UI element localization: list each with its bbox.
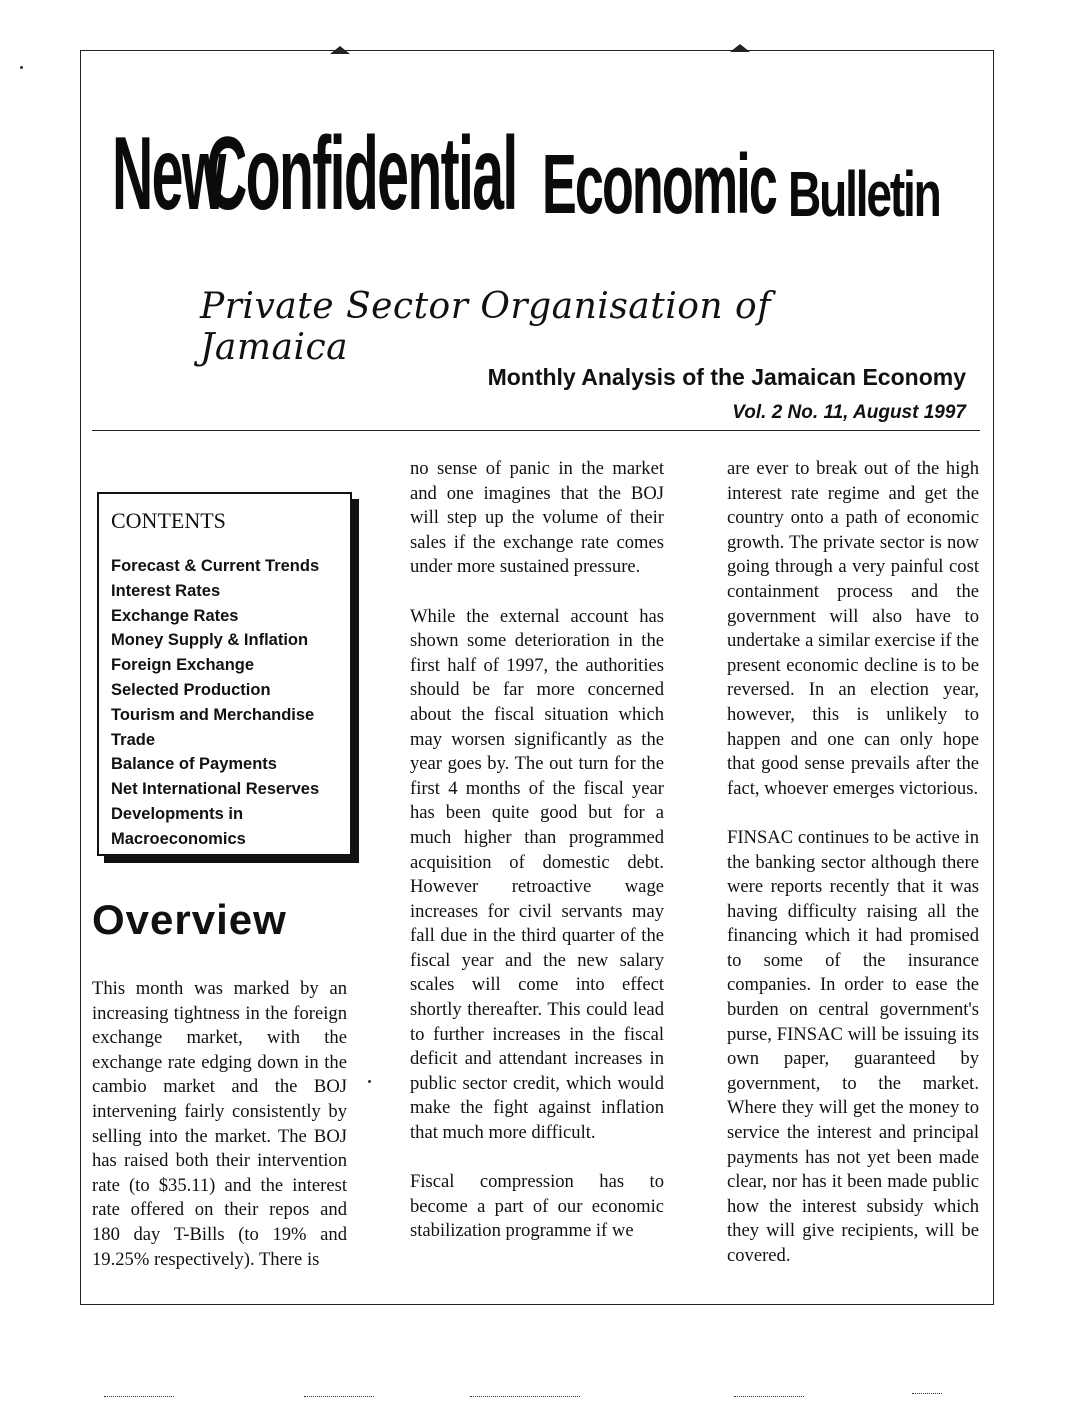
scan-dotted-mark	[304, 1396, 374, 1397]
contents-item: Macroeconomics	[111, 829, 246, 848]
staple-mark-left	[330, 46, 350, 54]
bulletin-subtitle: Monthly Analysis of the Jamaican Economy	[487, 364, 966, 390]
paragraph: no sense of panic in the market and one imagines that the BOJ will step up the volume of their sales if the exchange rate comes under more sustained pressure.	[410, 458, 664, 578]
contents-item: Exchange Rates	[111, 606, 239, 625]
contents-item: Selected Production	[111, 680, 271, 699]
paragraph: This month was marked by an increasing tightness in the foreign exchange market, with the exchange rate edging down in the cambio market and the BOJ intervening fairly consistently by selling into the market. The BOJ has raised both their intervention rate (to $35.11) and the interest rate offered on their repos and 180 day T-Bills (to 19% and 19.25% respectively). There is	[92, 978, 347, 1270]
header-divider	[92, 430, 980, 431]
organisation-name: Private Sector Organisation of Jamaica	[200, 286, 772, 368]
contents-item: Net International Reserves	[111, 780, 320, 799]
contents-title: CONTENTS	[111, 508, 226, 533]
scan-dotted-mark	[734, 1396, 804, 1397]
masthead-word-confidential: Confidential	[206, 116, 517, 232]
contents-box	[97, 492, 352, 856]
masthead-word-new: New	[112, 116, 225, 232]
contents-item: Money Supply & Inflation	[111, 631, 309, 650]
paragraph: Fiscal compression has to become a part of our economic stabilization programme if we	[410, 1171, 664, 1242]
contents-item: Forecast & Current Trends	[111, 557, 320, 575]
text-column-2	[410, 457, 664, 1244]
scan-speck	[368, 1080, 371, 1083]
issue-info: Vol. 2 No. 11, August 1997	[732, 402, 966, 423]
contents-item: Balance of Payments	[111, 755, 277, 774]
scan-dotted-mark	[104, 1396, 174, 1397]
staple-mark-right	[730, 44, 750, 52]
text-column-3	[727, 457, 979, 1269]
contents-item: Tourism and Merchandise	[111, 705, 315, 724]
masthead-word-bulletin: Bulletin	[788, 158, 940, 230]
contents-item: Developments in	[111, 804, 244, 823]
overview-heading: Overview	[92, 896, 287, 943]
paragraph: FINSAC continues to be active in the banking sector although there were reports recently that it was having difficulty raising all the financing which it had promised to some of the insurance companies. In order to ease the burden on central government's purse, FINSAC will be issuing its own paper, guaranteed by government, to the market. Where they will get the money to service the interest and principal payments has not yet been made clear, nor has it been made public how the interest subsidy which they will give recipients, will be covered.	[727, 826, 979, 1266]
scan-dotted-mark	[470, 1396, 580, 1397]
scan-dotted-mark	[912, 1393, 942, 1394]
contents-item: Interest Rates	[111, 581, 221, 600]
masthead-word-economic: Economic	[542, 137, 777, 231]
paragraph: While the external account has shown some deterioration in the first half of 1997, the authorities should be far more concerned about the fiscal situation which may worsen significantly as the year goes by. The out turn for the first 4 months of the fiscal year has been quite good but for a much higher than programmed acquisition of domestic debt. However retroactive wage increases for civil servants may fall due in the third quarter of the fiscal year and the new salary scales will come into effect shortly thereafter. This could lead to further increases in the fiscal deficit and attendant increases in public sector credit, which would make the fight against inflation that much more difficult.	[410, 605, 664, 1144]
contents-list	[111, 554, 319, 852]
paragraph: are ever to break out of the high interest rate regime and get the country onto a path of economic growth. The private sector is now going through a very painful cost containment process and the government will also have to undertake a similar exercise if the present economic decline is to be reversed. In an election year, however, this is unlikely to happen and one can only hope that good sense prevails after the fact, whoever emerges victorious.	[727, 458, 979, 799]
text-column-1	[92, 977, 347, 1272]
contents-item: Trade	[111, 730, 156, 749]
scan-speck	[20, 66, 23, 69]
contents-item: Foreign Exchange	[111, 656, 255, 675]
